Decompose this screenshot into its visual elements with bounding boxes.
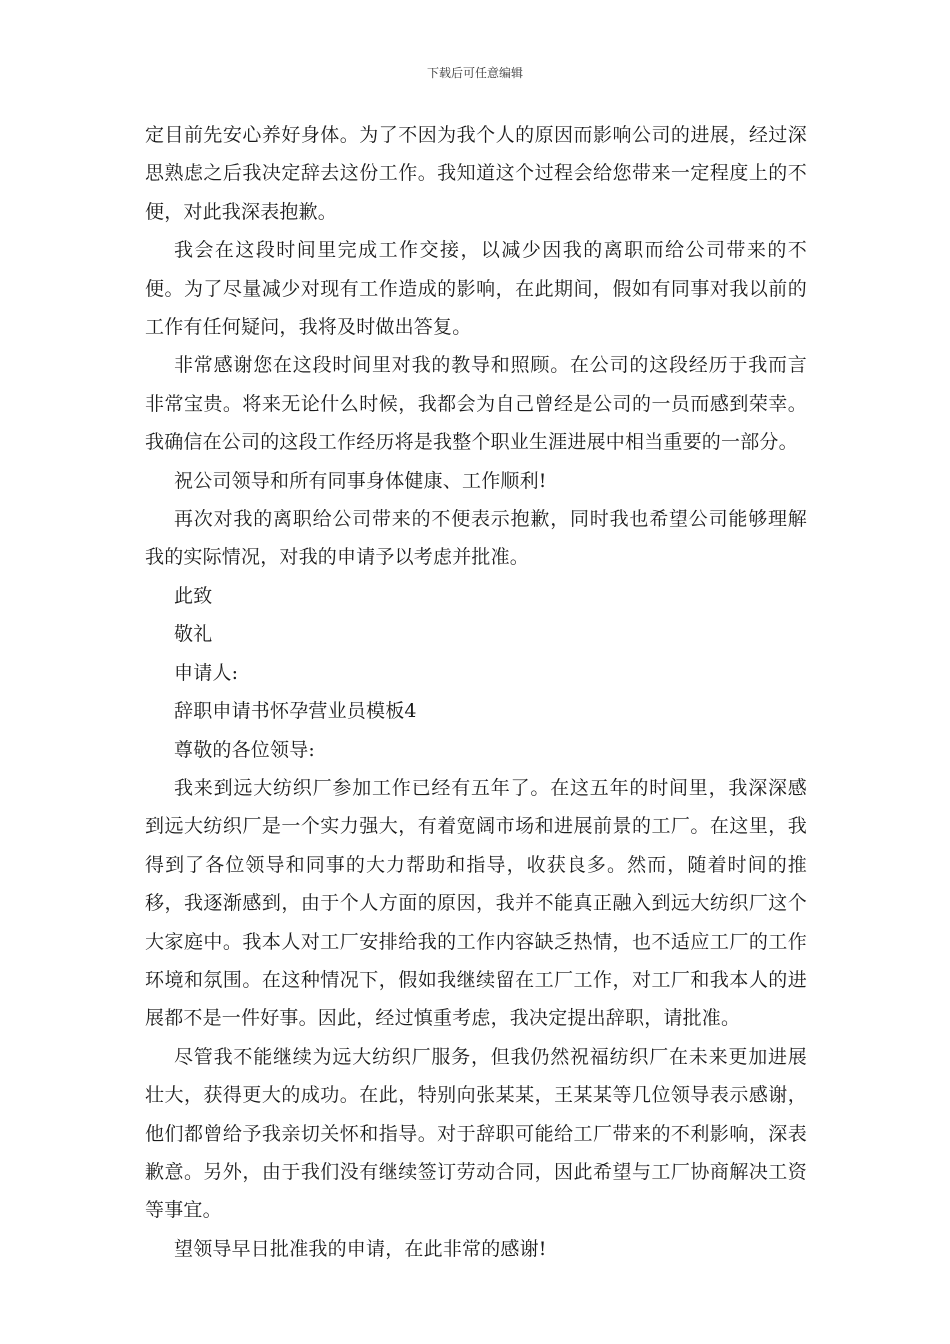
paragraph-continuation: 定目前先安心养好身体。为了不因为我个人的原因而影响公司的进展，经过深思熟虑之后我决定辞去这份工作。我知道这个过程会给您带来一定程度上的不便，对此我深表抱歉。 <box>145 124 807 223</box>
paragraph-request: 望领导早日批准我的申请，在此非常的感谢! <box>174 1237 547 1260</box>
salutation: 尊敬的各位领导: <box>174 738 316 761</box>
document-body <box>145 116 807 1268</box>
paragraph-gratitude: 尽管我不能继续为远大纺织厂服务，但我仍然祝福纺织厂在未来更加进展壮大，获得更大的成功。在此，特别向张某某，王某某等几位领导表示感谢，他们都曾给予我亲切关怀和指导。对于辞职可能给工厂带来的不利影响，深表歉意。另外，由于我们没有继续签订劳动合同，因此希望与工厂协商解决工资等事宜。 <box>145 1045 807 1222</box>
page-header: 下载后可任意编辑 <box>426 66 523 80</box>
paragraph-background: 我来到远大纺织厂参加工作已经有五年了。在这五年的时间里，我深深感到远大纺织厂是一个实力强大，有着宽阔市场和进展前景的工厂。在这里，我得到了各位领导和同事的大力帮助和指导，收获良多。然而，随着时间的推移，我逐渐感到，由于个人方面的原因，我并不能真正融入到远大纺织厂这个大家庭中。我本人对工厂安排给我的工作内容缺乏热情，也不适应工厂的工作环境和氛围。在这种情况下，假如我继续留在工厂工作，对工厂和我本人的进展都不是一件好事。因此，经过慎重考虑，我决定提出辞职，请批准。 <box>145 776 807 1030</box>
paragraph-thanks: 非常感谢您在这段时间里对我的教导和照顾。在公司的这段经历于我而言非常宝贵。将来无论什么时候，我都会为自己曾经是公司的一员而感到荣幸。我确信在公司的这段工作经历将是我整个职业生涯进展中相当重要的一部分。 <box>145 354 807 454</box>
paragraph-wishes: 祝公司领导和所有同事身体健康、工作顺利! <box>174 469 547 492</box>
paragraph-apology: 再次对我的离职给公司带来的不便表示抱歉，同时我也希望公司能够理解我的实际情况，对我的申请予以考虑并批准。 <box>145 508 807 569</box>
template-title: 辞职申请书怀孕营业员模板4 <box>174 700 417 723</box>
paragraph-handover: 我会在这段时间里完成工作交接，以减少因我的离职而给公司带来的不便。为了尽量减少对现有工作造成的影响，在此期间，假如有同事对我以前的工作有任何疑问，我将及时做出答复。 <box>145 239 807 339</box>
closing-jingli: 敬礼 <box>174 623 213 646</box>
applicant-label: 申请人: <box>174 661 239 684</box>
closing-cizhi: 此致 <box>174 584 213 607</box>
